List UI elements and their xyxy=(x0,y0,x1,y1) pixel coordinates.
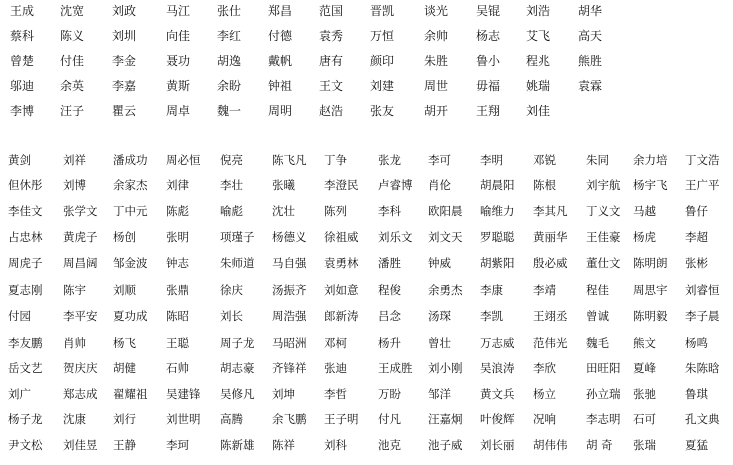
name-cell: 李嘉 xyxy=(112,79,137,93)
name-cell: 杨升 xyxy=(378,336,401,350)
name-cell: 李康 xyxy=(480,283,503,297)
name-cell: 万志威 xyxy=(480,336,515,350)
name-cell: 胡紫阳 xyxy=(480,256,515,270)
name-cell: 程俊 xyxy=(378,283,401,297)
name-cell: 钟威 xyxy=(428,256,451,270)
name-cell: 李超 xyxy=(685,230,708,244)
name-cell: 杨虎 xyxy=(633,230,656,244)
name-cell: 晋凯 xyxy=(370,4,395,18)
name-cell: 郑志成 xyxy=(63,387,98,401)
name-cell: 朱胜 xyxy=(424,54,449,68)
name-cell: 邬迪 xyxy=(10,79,35,93)
name-cell: 刘睿恒 xyxy=(685,283,720,297)
name-cell: 丁文浩 xyxy=(685,153,720,167)
name-cell: 付佳 xyxy=(60,54,85,68)
name-cell: 袁霖 xyxy=(578,79,603,93)
name-cell: 张彬 xyxy=(685,256,708,270)
name-cell: 高腾 xyxy=(220,412,243,426)
name-cell: 李平安 xyxy=(63,309,98,323)
name-cell: 董仕文 xyxy=(586,256,621,270)
name-cell: 喻彪 xyxy=(220,204,243,218)
name-cell: 张曦 xyxy=(272,178,295,192)
name-cell: 李博 xyxy=(10,104,35,118)
name-cell: 胡开 xyxy=(424,104,449,118)
name-cell: 刘佳昱 xyxy=(63,438,98,452)
name-cell: 胡 奇 xyxy=(586,438,613,452)
name-cell: 石可 xyxy=(633,412,656,426)
name-cell: 万盼 xyxy=(378,387,401,401)
name-cell: 毋福 xyxy=(476,79,501,93)
name-cell: 张龙 xyxy=(378,153,401,167)
name-cell: 鲁小 xyxy=(476,54,501,68)
name-cell: 项瑾子 xyxy=(220,230,255,244)
name-cell: 陈宇 xyxy=(63,283,86,297)
name-cell: 沈壮 xyxy=(272,204,295,218)
name-cell: 刘圳 xyxy=(112,29,137,43)
name-cell: 陈列 xyxy=(324,204,347,218)
name-cell: 袁勇林 xyxy=(324,256,359,270)
name-cell: 刘科 xyxy=(324,438,347,452)
name-cell: 喻维力 xyxy=(480,204,515,218)
name-cell: 程佳 xyxy=(586,283,609,297)
name-cell: 马江 xyxy=(166,4,191,18)
name-cell: 魏一 xyxy=(217,104,242,118)
name-cell: 占忠林 xyxy=(8,230,43,244)
name-cell: 孙立瑞 xyxy=(586,387,621,401)
name-cell: 吴浪涛 xyxy=(480,361,515,375)
name-cell: 刘建 xyxy=(370,79,395,93)
name-cell: 余帅 xyxy=(424,29,449,43)
name-cell: 尹文松 xyxy=(8,438,43,452)
name-cell: 杨宇飞 xyxy=(633,178,668,192)
name-cell: 李友鹏 xyxy=(8,336,43,350)
name-cell: 朱师道 xyxy=(220,256,255,270)
name-cell: 王翔 xyxy=(476,104,501,118)
name-cell: 瞿云 xyxy=(112,104,137,118)
name-cell: 周思宇 xyxy=(633,283,668,297)
name-cell: 李科 xyxy=(378,204,401,218)
name-cell: 王成胜 xyxy=(378,361,413,375)
name-cell: 朱同 xyxy=(586,153,609,167)
name-cell: 刘坤 xyxy=(272,387,295,401)
name-cell: 杨志 xyxy=(476,29,501,43)
name-cell: 戴帆 xyxy=(268,54,293,68)
name-cell: 沈宽 xyxy=(60,4,85,18)
name-cell: 倪亮 xyxy=(220,153,243,167)
name-cell: 丁中元 xyxy=(113,204,148,218)
name-cell: 陈新雄 xyxy=(220,438,255,452)
name-cell: 刘长 xyxy=(220,309,243,323)
name-cell: 杨子龙 xyxy=(8,412,43,426)
name-cell: 余力培 xyxy=(633,153,668,167)
name-cell: 陈彪 xyxy=(166,204,189,218)
name-cell: 向佳 xyxy=(166,29,191,43)
name-cell: 周昌阔 xyxy=(63,256,98,270)
name-cell: 刘宇航 xyxy=(586,178,621,192)
name-cell: 熊文 xyxy=(633,336,656,350)
name-cell: 夏峰 xyxy=(633,361,656,375)
name-cell: 熊胜 xyxy=(578,54,603,68)
name-cell: 李志明 xyxy=(586,412,621,426)
name-cell: 周卓 xyxy=(166,104,191,118)
name-cell: 刘博 xyxy=(63,178,86,192)
name-cell: 胡伟伟 xyxy=(533,438,568,452)
name-cell: 刘律 xyxy=(166,178,189,192)
name-cell: 李壮 xyxy=(220,178,243,192)
name-cell: 邓锐 xyxy=(533,153,556,167)
name-cell: 王子明 xyxy=(324,412,359,426)
name-cell: 李红 xyxy=(217,29,242,43)
name-cell: 孔文典 xyxy=(685,412,720,426)
name-cell: 魏毛 xyxy=(586,336,609,350)
name-cell: 曾壮 xyxy=(428,336,451,350)
name-cell: 杨飞 xyxy=(113,336,136,350)
name-cell: 曾楚 xyxy=(10,54,35,68)
name-cell: 况响 xyxy=(533,412,556,426)
name-cell: 唐有 xyxy=(319,54,344,68)
name-cell: 张鼎 xyxy=(166,283,189,297)
name-cell: 鲁仔 xyxy=(685,204,708,218)
name-cell: 卢睿博 xyxy=(378,178,413,192)
name-cell: 夏功成 xyxy=(113,309,148,323)
name-cell: 陈明毅 xyxy=(633,309,668,323)
name-cell: 余英 xyxy=(60,79,85,93)
name-cell: 贺庆庆 xyxy=(63,361,98,375)
name-cell: 张学文 xyxy=(63,204,98,218)
name-cell: 肖伦 xyxy=(428,178,451,192)
name-cell: 赵浩 xyxy=(319,104,344,118)
name-cell: 欧阳晨 xyxy=(428,204,463,218)
name-cell: 邓柯 xyxy=(324,336,347,350)
name-cell: 池克 xyxy=(378,438,401,452)
name-cell: 马昭洲 xyxy=(272,336,307,350)
name-cell: 胡志豪 xyxy=(220,361,255,375)
name-cell: 潘胜 xyxy=(378,256,401,270)
name-cell: 王广平 xyxy=(685,178,720,192)
name-cell: 池子威 xyxy=(428,438,463,452)
name-cell: 付德 xyxy=(268,29,293,43)
name-cell: 余盼 xyxy=(217,79,242,93)
name-cell: 丁争 xyxy=(324,153,347,167)
name-cell: 陈根 xyxy=(533,178,556,192)
name-cell: 周虎子 xyxy=(8,256,43,270)
name-cell: 张驰 xyxy=(633,387,656,401)
name-cell: 刘世明 xyxy=(166,412,201,426)
name-cell: 李哲 xyxy=(324,387,347,401)
name-cell: 岳文艺 xyxy=(8,361,43,375)
name-cell: 张明 xyxy=(166,230,189,244)
name-cell: 李凯 xyxy=(480,309,503,323)
name-cell: 万恒 xyxy=(370,29,395,43)
name-cell: 张瑞 xyxy=(633,438,656,452)
name-cell: 夏志刚 xyxy=(8,283,43,297)
name-cell: 潘成功 xyxy=(113,153,148,167)
name-cell: 李其凡 xyxy=(533,204,568,218)
name-cell: 吴修凡 xyxy=(220,387,255,401)
name-cell: 王静 xyxy=(113,438,136,452)
name-cell: 范伟光 xyxy=(533,336,568,350)
name-cell: 叶俊辉 xyxy=(480,412,515,426)
name-cell: 沈康 xyxy=(63,412,86,426)
name-cell: 田旺阳 xyxy=(586,361,621,375)
name-cell: 郎新涛 xyxy=(324,309,359,323)
name-cell: 余家杰 xyxy=(113,178,148,192)
name-cell: 黄文兵 xyxy=(480,387,515,401)
name-cell: 罗聪聪 xyxy=(480,230,515,244)
name-cell: 王聪 xyxy=(166,336,189,350)
name-cell: 胡晨阳 xyxy=(480,178,515,192)
name-cell: 李澄民 xyxy=(324,178,359,192)
name-cell: 胡华 xyxy=(578,4,603,18)
name-cell: 张仕 xyxy=(217,4,242,18)
name-cell: 王翊丞 xyxy=(533,309,568,323)
name-cell: 黄虎子 xyxy=(63,230,98,244)
name-cell: 李佳文 xyxy=(8,204,43,218)
name-cell: 殷必威 xyxy=(533,256,568,270)
name-cell: 黄丽华 xyxy=(533,230,568,244)
name-cell: 陈祥 xyxy=(272,438,295,452)
name-cell: 邹金波 xyxy=(113,256,148,270)
name-cell: 张友 xyxy=(370,104,395,118)
name-cell: 余飞鹏 xyxy=(272,412,307,426)
name-cell: 谈光 xyxy=(424,4,449,18)
name-cell: 王成 xyxy=(10,4,35,18)
name-cell: 付园 xyxy=(8,309,31,323)
name-cell: 刘政 xyxy=(112,4,137,18)
name-cell: 刘广 xyxy=(8,387,31,401)
name-cell: 张迪 xyxy=(324,361,347,375)
name-cell: 马越 xyxy=(633,204,656,218)
name-cell: 朱陈晗 xyxy=(685,361,720,375)
name-cell: 杨德义 xyxy=(272,230,307,244)
name-cell: 李珂 xyxy=(166,438,189,452)
name-cell: 胡健 xyxy=(113,361,136,375)
name-cell: 黄剑 xyxy=(8,153,31,167)
name-cell: 艾飞 xyxy=(526,29,551,43)
name-cell: 刘行 xyxy=(113,412,136,426)
name-cell: 王文 xyxy=(319,79,344,93)
name-cell: 钟志 xyxy=(166,256,189,270)
name-cell: 刘佳 xyxy=(526,104,551,118)
name-cell: 郑昌 xyxy=(268,4,293,18)
name-cell: 吴锟 xyxy=(476,4,501,18)
name-cell: 黄斯 xyxy=(166,79,191,93)
name-cell: 曾诚 xyxy=(586,309,609,323)
name-cell: 周子龙 xyxy=(220,336,255,350)
name-cell: 高天 xyxy=(578,29,603,43)
name-cell: 石帅 xyxy=(166,361,189,375)
name-cell: 丁义文 xyxy=(586,204,621,218)
name-cell: 杨立 xyxy=(533,387,556,401)
name-cell: 周必恒 xyxy=(166,153,201,167)
name-cell: 刘乐文 xyxy=(378,230,413,244)
name-cell: 但休彤 xyxy=(8,178,43,192)
name-cell: 汤琛 xyxy=(428,309,451,323)
name-cell: 李欣 xyxy=(533,361,556,375)
name-cell: 陈义 xyxy=(60,29,85,43)
name-cell: 周世 xyxy=(424,79,449,93)
name-cell: 齐锋祥 xyxy=(272,361,307,375)
name-cell: 李可 xyxy=(428,153,451,167)
name-cell: 翟耀祖 xyxy=(113,387,148,401)
name-cell: 刘文天 xyxy=(428,230,463,244)
name-cell: 马自强 xyxy=(272,256,307,270)
name-cell: 颜印 xyxy=(370,54,395,68)
name-cell: 夏猛 xyxy=(685,438,708,452)
name-cell: 袁秀 xyxy=(319,29,344,43)
name-cell: 徐祖威 xyxy=(324,230,359,244)
name-cell: 吴建锋 xyxy=(166,387,201,401)
name-cell: 吕念 xyxy=(378,309,401,323)
name-cell: 刘浩 xyxy=(526,4,551,18)
name-cell: 汪子 xyxy=(60,104,85,118)
name-cell: 鲁琪 xyxy=(685,387,708,401)
name-cell: 程兆 xyxy=(526,54,551,68)
name-cell: 李金 xyxy=(112,54,137,68)
name-cell: 李明 xyxy=(480,153,503,167)
name-cell: 刘祥 xyxy=(63,153,86,167)
name-cell: 陈昭 xyxy=(166,309,189,323)
name-cell: 肖帅 xyxy=(63,336,86,350)
name-cell: 刘长丽 xyxy=(480,438,515,452)
name-cell: 陈明朗 xyxy=(633,256,668,270)
name-cell: 李子晨 xyxy=(685,309,720,323)
name-cell: 周明 xyxy=(268,104,293,118)
name-cell: 姚瑞 xyxy=(526,79,551,93)
name-cell: 胡逸 xyxy=(217,54,242,68)
name-cell: 聂功 xyxy=(166,54,191,68)
name-cell: 周浩强 xyxy=(272,309,307,323)
name-cell: 李靖 xyxy=(533,283,556,297)
name-cell: 余勇杰 xyxy=(428,283,463,297)
name-cell: 陈飞凡 xyxy=(272,153,307,167)
name-cell: 汪嘉炯 xyxy=(428,412,463,426)
name-cell: 刘顺 xyxy=(113,283,136,297)
name-cell: 杨创 xyxy=(113,230,136,244)
name-cell: 刘小刚 xyxy=(428,361,463,375)
name-cell: 钟祖 xyxy=(268,79,293,93)
name-cell: 杨鸣 xyxy=(685,336,708,350)
name-cell: 付凡 xyxy=(378,412,401,426)
name-cell: 蔡科 xyxy=(10,29,35,43)
name-cell: 邹洋 xyxy=(428,387,451,401)
name-cell: 刘如意 xyxy=(324,283,359,297)
name-cell: 徐庆 xyxy=(220,283,243,297)
name-cell: 汤振齐 xyxy=(272,283,307,297)
name-cell: 王佳豪 xyxy=(586,230,621,244)
name-cell: 范国 xyxy=(319,4,344,18)
